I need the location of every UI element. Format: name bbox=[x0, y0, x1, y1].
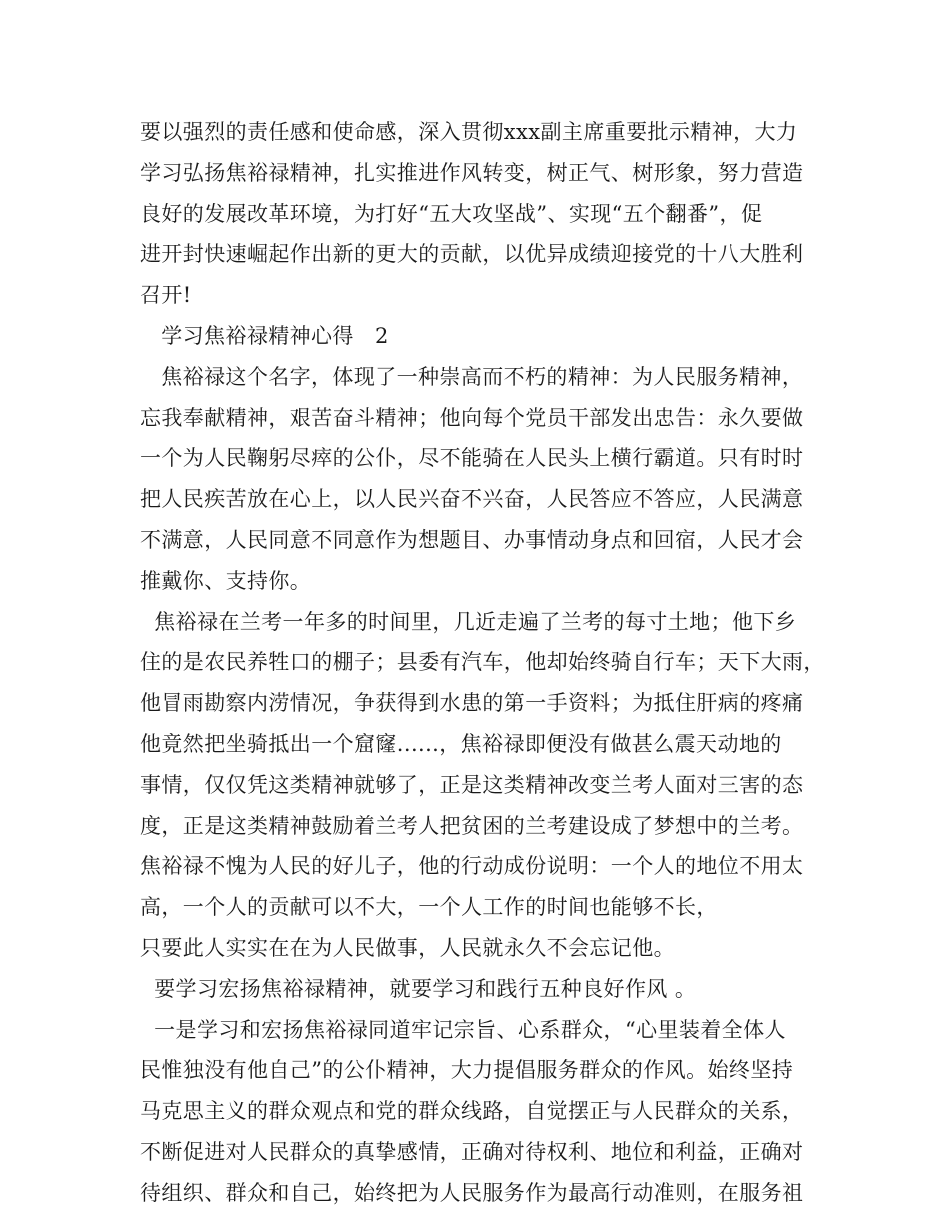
text-line: 民惟独没有他自己”的公仆精神，大力提倡服务群众的作风。始终坚持 bbox=[140, 1058, 794, 1083]
text-line: 焦裕禄不愧为人民的好儿子，他的行动成份说明：一个人的地位不用太 bbox=[140, 854, 804, 879]
text-line: 度，正是这类精神鼓励着兰考人把贫困的兰考建设成了梦想中的兰考。 bbox=[140, 813, 804, 838]
text-line: 事情，仅仅凭这类精神就够了，正是这类精神改变兰考人面对三害的态 bbox=[140, 772, 804, 797]
text-line: 推戴你、支持你。 bbox=[140, 568, 312, 593]
text-line: 不满意，人民同意不同意作为想题目、办事情动身点和回宿，人民才会 bbox=[140, 527, 804, 552]
text-line: 焦裕禄在兰考一年多的时间里，几近走遍了兰考的每寸土地；他下乡 bbox=[140, 609, 797, 634]
text-line: 他竟然把坐骑抵出一个窟窿......，焦裕禄即便没有做甚么震天动地的 bbox=[140, 731, 782, 756]
text-line: 要以强烈的责任感和使命感，深入贯彻xxx副主席重要批示精神，大力 bbox=[140, 120, 798, 144]
text-line: 焦裕禄这个名字，体现了一种崇高而不朽的精神：为人民服务精神， bbox=[140, 364, 804, 389]
text-line: 把人民疾苦放在心上，以人民兴奋不兴奋，人民答应不答应，人民满意 bbox=[140, 487, 804, 512]
text-line: 一个为人民鞠躬尽瘁的公仆，尽不能骑在人民头上横行霸道。只有时时 bbox=[140, 446, 804, 471]
text-line: 不断促进对人民群众的真挚感情，正确对待权利、地位和利益，正确对 bbox=[140, 1139, 804, 1164]
text-line: 进开封快速崛起作出新的更大的贡献，以优异成绩迎接党的十八大胜利 bbox=[140, 242, 804, 267]
text-line: 他冒雨勘察内涝情况，争获得到水患的第一手资料；为抵住肝病的疼痛 bbox=[140, 691, 804, 716]
text-line: 召开! bbox=[140, 283, 192, 308]
text-line: 马克思主义的群众观点和党的群众线路，自觉摆正与人民群众的关系， bbox=[140, 1099, 804, 1124]
text-line: 只要此人实实在在为人民做事，人民就永久不会忘记他。 bbox=[140, 935, 675, 960]
text-line: 要学习宏扬焦裕禄精神，就要学习和践行五种良好作风 。 bbox=[140, 976, 697, 1001]
text-line: 忘我奉献精神，艰苦奋斗精神；他向每个党员干部发出忠告：永久要做 bbox=[140, 405, 804, 430]
text-line: 学习弘扬焦裕禄精神，扎实推进作风转变，树正气、树形象，努力营造 bbox=[140, 160, 804, 185]
text-line: 良好的发展改革环境，为打好“五大攻坚战”、实现“五个翻番”，促 bbox=[140, 201, 763, 226]
text-line: 住的是农民养牲口的棚子；县委有汽车，他却始终骑自行车；天下大雨， bbox=[140, 650, 825, 675]
text-line: 高，一个人的贡献可以不大，一个人工作的时间也能够不长， bbox=[140, 895, 718, 920]
document-body bbox=[140, 112, 840, 1214]
text-line: 一是学习和宏扬焦裕禄同道牢记宗旨、心系群众，“心里装着全体人 bbox=[140, 1017, 786, 1042]
text-line: 待组织、群众和自己，始终把为人民服务作为最高行动准则，在服务祖 bbox=[140, 1180, 804, 1205]
section-heading: 学习焦裕禄精神心得 2 bbox=[140, 323, 389, 348]
